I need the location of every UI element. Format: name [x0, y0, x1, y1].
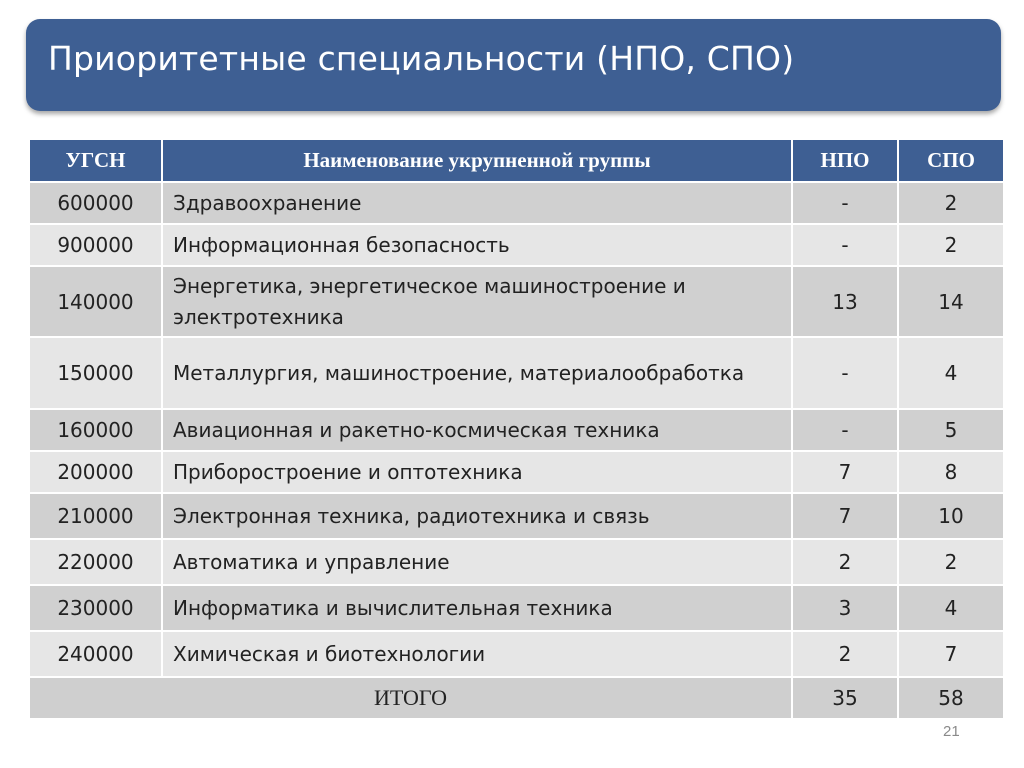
cell-code: 240000	[29, 631, 162, 677]
cell-name: Информационная безопасность	[162, 224, 792, 266]
cell-code: 600000	[29, 182, 162, 224]
cell-npo: -	[792, 224, 898, 266]
table-row	[29, 182, 1004, 224]
specialties-table	[28, 138, 1005, 720]
cell-npo: 13	[792, 266, 898, 337]
cell-name: Приборостроение и оптотехника	[162, 451, 792, 493]
cell-name: Металлургия, машиностроение, материалообработка	[162, 337, 792, 409]
cell-npo: 2	[792, 539, 898, 585]
header-npo: НПО	[792, 139, 898, 182]
cell-name: Авиационная и ракетно-космическая техника	[162, 409, 792, 451]
total-npo: 35	[792, 677, 898, 719]
cell-code: 160000	[29, 409, 162, 451]
cell-code: 150000	[29, 337, 162, 409]
page-number: 21	[943, 723, 960, 740]
cell-npo: -	[792, 337, 898, 409]
total-spo: 58	[898, 677, 1004, 719]
cell-npo: -	[792, 182, 898, 224]
cell-spo: 10	[898, 493, 1004, 539]
cell-spo: 2	[898, 224, 1004, 266]
cell-code: 210000	[29, 493, 162, 539]
table-row	[29, 266, 1004, 337]
total-label: ИТОГО	[29, 677, 792, 719]
table-row	[29, 631, 1004, 677]
table-row	[29, 409, 1004, 451]
cell-spo: 5	[898, 409, 1004, 451]
table-row	[29, 224, 1004, 266]
cell-spo: 7	[898, 631, 1004, 677]
cell-spo: 4	[898, 585, 1004, 631]
cell-npo: 7	[792, 451, 898, 493]
cell-spo: 2	[898, 539, 1004, 585]
table-total-row	[29, 677, 1004, 719]
cell-code: 230000	[29, 585, 162, 631]
cell-name: Информатика и вычислительная техника	[162, 585, 792, 631]
table-row	[29, 451, 1004, 493]
cell-name: Здравоохранение	[162, 182, 792, 224]
table-row	[29, 539, 1004, 585]
cell-npo: 7	[792, 493, 898, 539]
cell-npo: 3	[792, 585, 898, 631]
cell-spo: 2	[898, 182, 1004, 224]
header-code: УГСН	[29, 139, 162, 182]
cell-name: Энергетика, энергетическое машиностроение и электротехника	[162, 266, 792, 337]
cell-code: 140000	[29, 266, 162, 337]
table-header-row	[29, 139, 1004, 182]
cell-spo: 14	[898, 266, 1004, 337]
cell-spo: 8	[898, 451, 1004, 493]
table-row	[29, 337, 1004, 409]
header-name: Наименование укрупненной группы	[162, 139, 792, 182]
cell-npo: -	[792, 409, 898, 451]
cell-name: Электронная техника, радиотехника и связь	[162, 493, 792, 539]
cell-name: Химическая и биотехнологии	[162, 631, 792, 677]
cell-code: 220000	[29, 539, 162, 585]
cell-npo: 2	[792, 631, 898, 677]
cell-code: 200000	[29, 451, 162, 493]
slide-title-bar	[26, 19, 1001, 111]
cell-name: Автоматика и управление	[162, 539, 792, 585]
table-row	[29, 585, 1004, 631]
cell-code: 900000	[29, 224, 162, 266]
slide-title: Приоритетные специальности (НПО, СПО)	[48, 39, 795, 78]
header-spo: СПО	[898, 139, 1004, 182]
cell-spo: 4	[898, 337, 1004, 409]
table-row	[29, 493, 1004, 539]
